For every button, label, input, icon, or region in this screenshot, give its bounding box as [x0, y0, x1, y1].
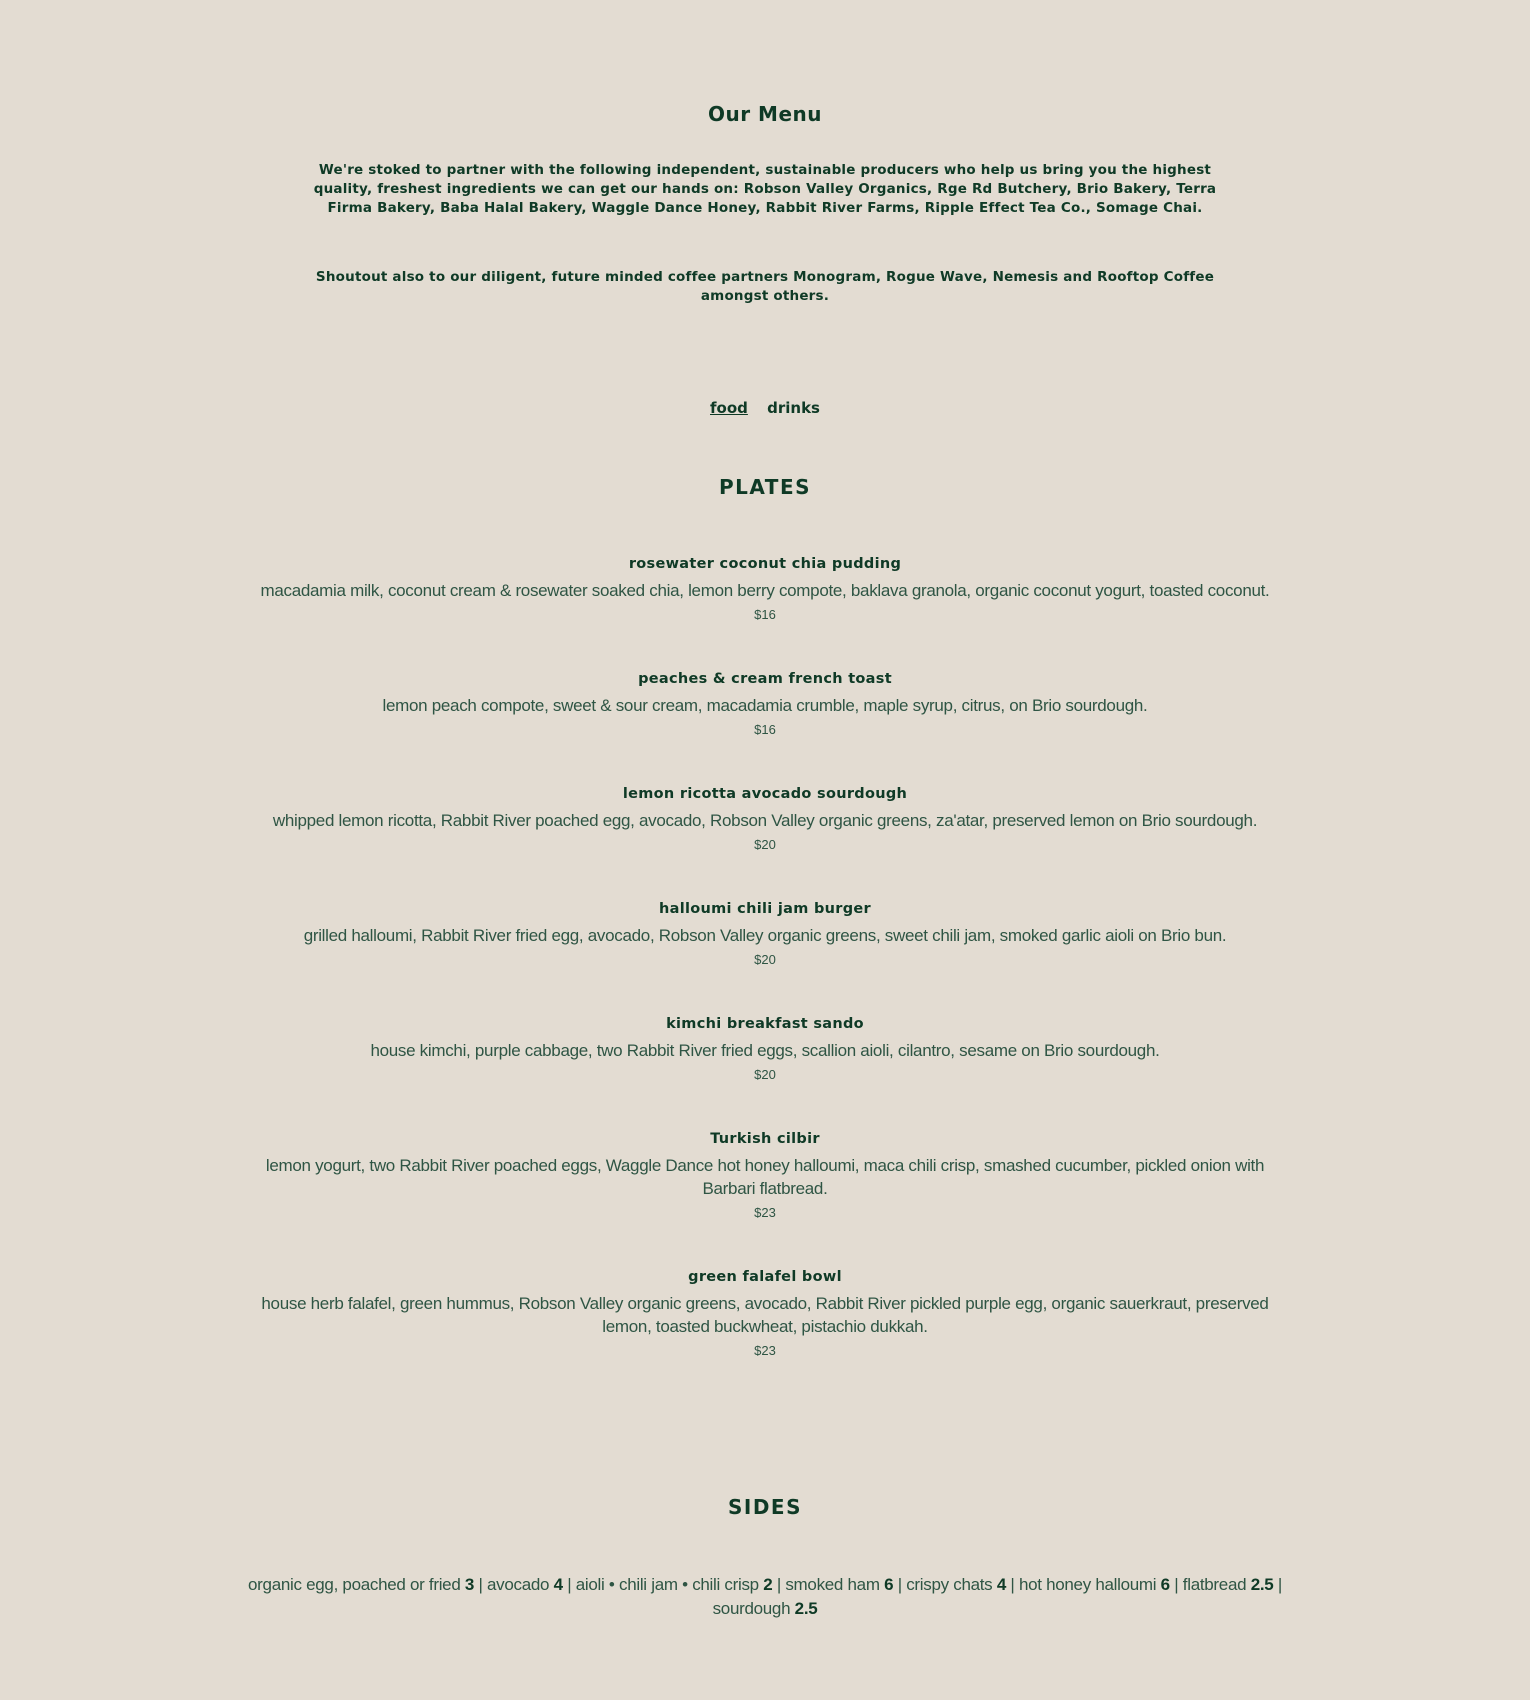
side-item-price: 2.5: [794, 1599, 818, 1618]
side-item-name: crispy chats: [906, 1575, 997, 1594]
side-separator: |: [474, 1575, 488, 1594]
side-item-price: 2: [763, 1575, 773, 1594]
menu-item: [240, 785, 1290, 853]
sides-list: [240, 1573, 1290, 1621]
side-separator: |: [562, 1575, 576, 1594]
menu-item-price: $20: [754, 952, 776, 967]
intro-producers-text: We're stoked to partner with the following independent, sustainable producers who help us bring you the highest quality, freshest ingredients we can get our hands on: Robson Valley Organics, Rge Rd Butchery, Brio Bakery, Terra Firma Bakery, Baba Halal Bakery, Waggle Dance Honey, Rabbit River Farms, Ripple Effect Tea Co., Somage Chai.: [313, 162, 1217, 216]
tab-food[interactable]: food: [710, 399, 748, 417]
menu-item-description: lemon peach compote, sweet & sour cream, macadamia crumble, maple syrup, citrus, on Brio sourdough.: [382, 696, 1148, 715]
side-separator: |: [1169, 1575, 1183, 1594]
menu-item: [240, 670, 1290, 738]
menu-item-name: halloumi chili jam burger: [659, 901, 871, 917]
menu-item: [240, 1130, 1290, 1221]
menu-item-description: grilled halloumi, Rabbit River fried egg, avocado, Robson Valley organic greens, sweet chili jam, smoked garlic aioli on Brio bun.: [303, 926, 1227, 945]
menu-item: [240, 1015, 1290, 1083]
menu-item: [240, 900, 1290, 968]
side-item-price: 6: [884, 1575, 894, 1594]
side-item-price: 4: [553, 1575, 563, 1594]
side-separator: |: [893, 1575, 907, 1594]
side-item-name: flatbread: [1182, 1575, 1251, 1594]
page-title: Our Menu: [707, 102, 822, 126]
side-item-price: 6: [1160, 1575, 1170, 1594]
menu-item-price: $23: [754, 1205, 776, 1220]
section-title-sides: SIDES: [727, 1495, 802, 1519]
menu-tabs: [0, 397, 1530, 419]
menu-item-description: macadamia milk, coconut cream & rosewater soaked chia, lemon berry compote, baklava granola, organic coconut yogurt, toasted coconut.: [260, 581, 1270, 600]
side-item-name: hot honey halloumi: [1018, 1575, 1161, 1594]
side-item-name: avocado: [487, 1575, 554, 1594]
tab-drinks[interactable]: drinks: [767, 399, 820, 417]
side-separator: |: [1005, 1575, 1019, 1594]
menu-item-name: lemon ricotta avocado sourdough: [622, 786, 908, 802]
menu-item-name: green falafel bowl: [688, 1269, 842, 1285]
menu-item-name: Turkish cilbir: [710, 1131, 820, 1147]
menu-item: [240, 555, 1290, 623]
menu-item: [240, 1268, 1290, 1359]
menu-item-name: peaches & cream french toast: [638, 671, 892, 687]
menu-item-description: house kimchi, purple cabbage, two Rabbit River fried eggs, scallion aioli, cilantro, sesame on Brio sourdough.: [370, 1041, 1160, 1060]
side-item-price: 4: [996, 1575, 1006, 1594]
side-item-price: 3: [464, 1575, 475, 1594]
menu-item-price: $16: [754, 607, 776, 622]
menu-item-description: lemon yogurt, two Rabbit River poached eggs, Waggle Dance hot honey halloumi, maca chili crisp, smashed cucumber, pickled onion with Barbari flatbread.: [265, 1156, 1265, 1198]
side-item-name: organic egg, poached or fried: [248, 1575, 465, 1594]
intro-coffee-text: Shoutout also to our diligent, future minded coffee partners Monogram, Rogue Wave, Nemesis and Rooftop Coffee amongst others.: [315, 269, 1215, 304]
side-item-price: 2.5: [1250, 1575, 1274, 1594]
side-item-name: aioli • chili jam • chili crisp: [575, 1575, 764, 1594]
side-item-name: sourdough: [712, 1599, 795, 1618]
side-item-name: smoked ham: [785, 1575, 885, 1594]
menu-item-price: $20: [754, 837, 776, 852]
side-separator: |: [772, 1575, 786, 1594]
menu-item-price: $23: [754, 1343, 776, 1358]
menu-item-name: rosewater coconut chia pudding: [628, 556, 902, 572]
section-title-plates: PLATES: [718, 475, 812, 499]
menu-item-price: $16: [754, 722, 776, 737]
side-separator: |: [1273, 1575, 1282, 1594]
menu-item-description: whipped lemon ricotta, Rabbit River poached egg, avocado, Robson Valley organic greens, za'atar, preserved lemon on Brio sourdough.: [272, 811, 1258, 830]
menu-item-name: kimchi breakfast sando: [666, 1016, 864, 1032]
menu-item-price: $20: [754, 1067, 776, 1082]
menu-item-description: house herb falafel, green hummus, Robson Valley organic greens, avocado, Rabbit River pickled purple egg, organic sauerkraut, preserved lemon, toasted buckwheat, pistachio dukkah.: [261, 1294, 1269, 1336]
